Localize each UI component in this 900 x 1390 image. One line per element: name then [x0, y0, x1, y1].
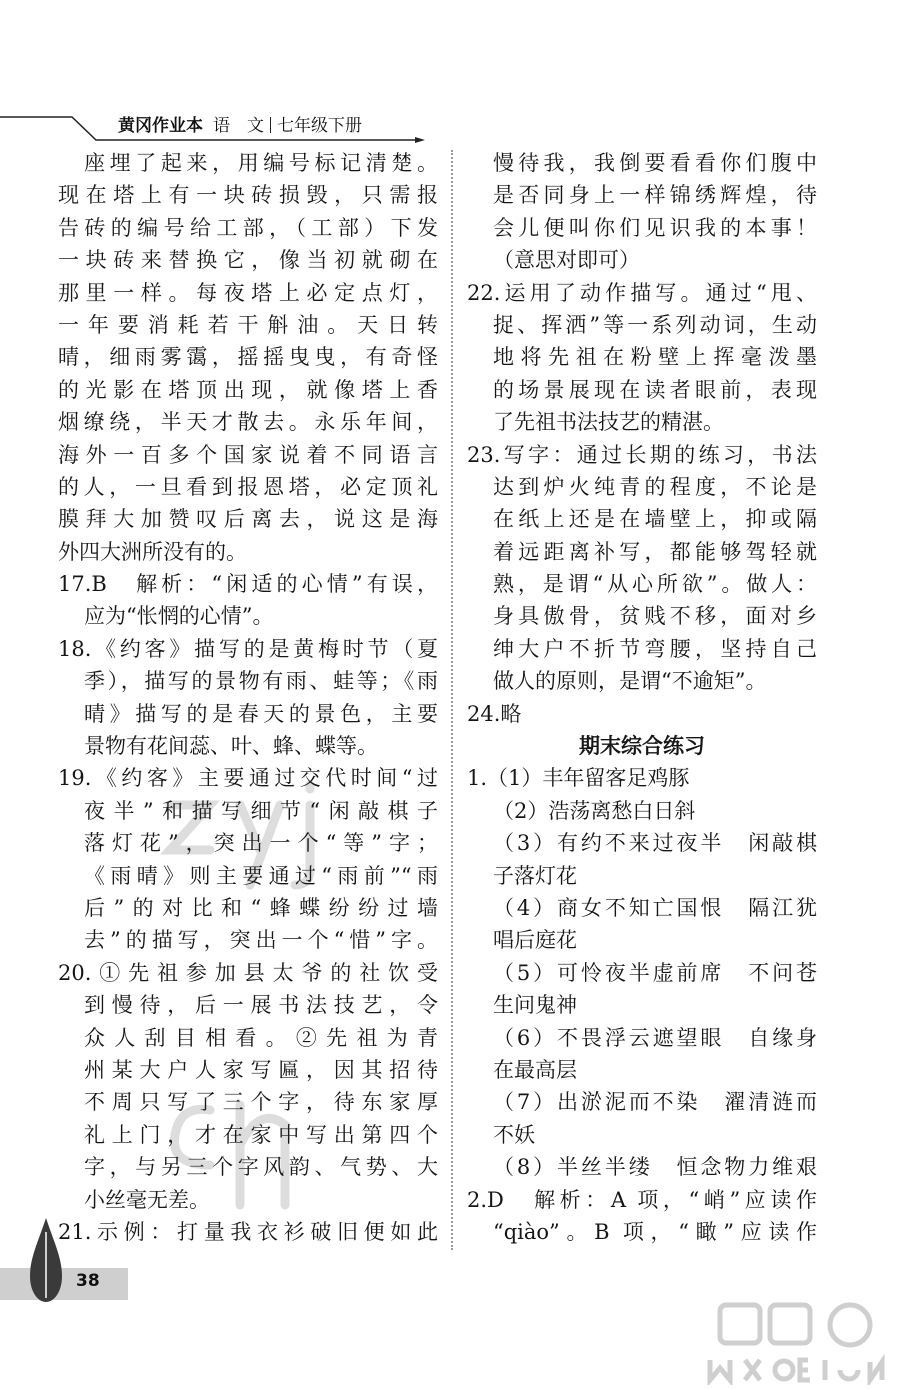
text-line: 景物有花间蕊、叶、蜂、蝶等。	[84, 734, 378, 759]
text-line: 小丝毫无差。	[84, 1187, 210, 1212]
text-line: 的人，一旦看到报恩塔，必定顶礼	[58, 474, 438, 499]
text-line: 18.《约客》描写的是黄梅时节（夏	[58, 636, 438, 661]
subject-label: 语 文	[213, 116, 264, 136]
text-line: 了先祖书法技艺的精湛。	[493, 410, 724, 435]
right-column	[467, 147, 817, 1248]
text-line: 众人刮目相看。②先祖为青	[84, 1025, 438, 1050]
text-line: 座埋了起来，用编号标记清楚。	[84, 151, 438, 175]
text-line: 膜拜大加赞叹后离去，说这是海	[58, 507, 438, 532]
text-line: 23.写字：通过长期的练习，书法	[467, 442, 817, 467]
left-column	[58, 147, 438, 1248]
watermark-mxqe	[700, 1300, 895, 1385]
header-title	[118, 111, 362, 136]
text-line: 唱后庭花	[493, 928, 577, 953]
text-line: 字，与另三个字风韵、气势、大	[84, 1155, 438, 1180]
text-line: 外四大洲所没有的。	[58, 539, 247, 564]
text-line: 达到炉火纯青的程度，不论是	[493, 474, 817, 499]
text-line: 应为“怅惘的心情”。	[84, 604, 274, 629]
text-line: 海外一百多个国家说着不同语言	[58, 442, 438, 467]
text-line: （2）浩荡离愁白日斜	[493, 798, 696, 823]
text-line: “qiào”。B 项，“瞰”应读作	[493, 1219, 817, 1244]
text-line: 捉、挥洒”等一系列动词，生动	[493, 312, 817, 337]
text-line: 州某大户人家写匾，因其招待	[84, 1057, 438, 1082]
text-line: 2.D 解析：A 项，“峭”应读作	[467, 1187, 817, 1212]
text-line: 做人的原则，是谓“不逾矩”。	[493, 669, 767, 694]
text-line: 是否同身上一样锦绣辉煌，待	[493, 183, 817, 208]
text-line: 19.《约客》主要通过交代时间“过	[58, 766, 438, 791]
text-line: 那里一样。每夜塔上必定点灯，	[58, 280, 438, 305]
text-line: 地将先祖在粉壁上挥毫泼墨	[493, 345, 817, 370]
text-line: 一块砖来替换它，像当初就砌在	[58, 248, 438, 273]
text-line: 1.（1）丰年留客足鸡豚	[467, 766, 690, 791]
text-line: 不妖	[493, 1122, 535, 1147]
text-line: 慢待我，我倒要看看你们腹中	[493, 151, 817, 175]
text-line: 子落灯花	[493, 863, 577, 888]
text-line: （4）商女不知亡国恨 隔江犹	[493, 895, 817, 920]
text-line: （8）半丝半缕 恒念物力维艰	[493, 1155, 817, 1180]
text-line: 现在塔上有一块砖损毁，只需报	[58, 183, 438, 208]
text-line: 的场景展现在读者眼前，表现	[493, 377, 817, 402]
text-line: 季），描写的景物有雨、蛙等；《雨	[84, 669, 438, 694]
text-line: 礼上门，才在家中写出第四个	[84, 1122, 438, 1147]
text-line: 告砖的编号给工部，（工部）下发	[58, 215, 438, 240]
text-line: 晴》描写的是春天的景色，主要	[84, 701, 438, 726]
column-divider	[451, 150, 453, 1250]
book-title: 黄冈作业本	[118, 116, 203, 136]
text-line: （6）不畏浮云遮望眼 自缘身	[493, 1025, 817, 1050]
text-line: （7）出淤泥而不染 濯清涟而	[493, 1090, 817, 1115]
text-line: 在纸上还是在墙壁上，抑或隔	[493, 507, 817, 532]
text-line: 绅大户不折节弯腰，坚持自己	[493, 636, 817, 661]
text-line: 会儿便叫你们见识我的本事！	[493, 215, 817, 240]
text-line: 不周只写了三个字，待东家厚	[84, 1090, 438, 1115]
section-title: 期末综合练习	[579, 734, 705, 759]
text-line: 落灯花”，突出一个“等”字；	[84, 831, 438, 856]
footer-bar	[0, 1268, 128, 1300]
grade-label: 七年级下册	[277, 116, 362, 136]
text-line: 21.示例：打量我衣衫破旧便如此	[58, 1219, 438, 1244]
text-line: 的光影在塔顶出现，就像塔上香	[58, 377, 438, 402]
header-separator	[270, 117, 271, 133]
text-line: 烟缭绕，半天才散去。永乐年间，	[58, 410, 438, 435]
text-line: 一年要消耗若干斛油。天日转	[58, 312, 438, 337]
text-line: 后”的对比和“蜂蝶纷纷过墙	[84, 895, 438, 920]
text-line: 生问鬼神	[493, 993, 577, 1018]
text-line: 22.运用了动作描写。通过“甩、	[467, 280, 817, 305]
text-line: 熟，是谓“从心所欲”。做人：	[493, 572, 817, 597]
text-line: 夜半”和描写细节“闲敲棋子	[84, 798, 438, 823]
text-line: （3）有约不来过夜半 闲敲棋	[493, 831, 817, 856]
text-line: 到慢待，后一展书法技艺，令	[84, 993, 438, 1018]
text-line: 去”的描写，突出一个“惜”字。	[84, 928, 438, 953]
text-line: 在最高层	[493, 1057, 577, 1082]
page-number: 38	[76, 1271, 100, 1291]
text-line: 24.略	[467, 701, 522, 726]
leaf-drop-icon	[28, 1218, 64, 1302]
text-line: 身具傲骨，贫贱不移，面对乡	[493, 604, 817, 629]
text-line: 晴，细雨雾霭，摇摇曳曳，有奇怪	[58, 345, 438, 370]
text-line: （意思对即可）	[493, 248, 640, 273]
text-line: 着远距离补写，都能够驾轻就	[493, 539, 817, 564]
text-line: 20.①先祖参加县太爷的社饮受	[58, 960, 438, 985]
text-line: 17.B 解析：“闲适的心情”有误，	[58, 572, 438, 597]
text-line: 《雨晴》则主要通过“雨前”“雨	[84, 863, 438, 888]
text-line: （5）可怜夜半虚前席 不问苍	[493, 960, 817, 985]
